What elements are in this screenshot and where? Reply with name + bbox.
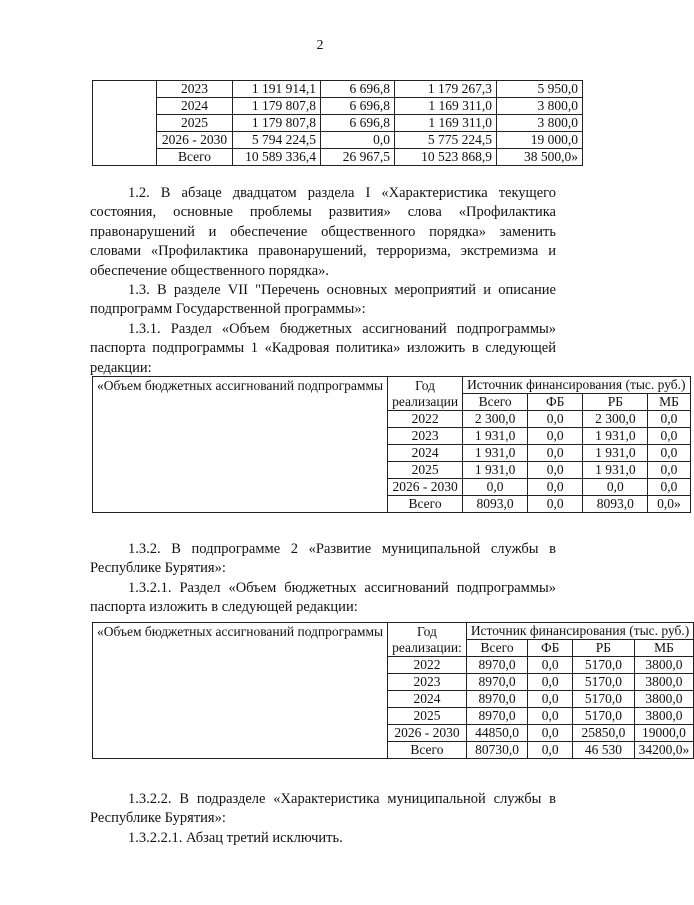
value-cell: 0,0 <box>321 132 395 149</box>
value-cell: 6 696,8 <box>321 81 395 98</box>
value-cell: 3 800,0 <box>497 98 583 115</box>
value-cell: 3800,0 <box>634 691 694 708</box>
value-cell: 8093,0 <box>583 496 648 513</box>
value-cell: 1 191 914,1 <box>233 81 321 98</box>
value-cell: 1 179 807,8 <box>233 98 321 115</box>
value-cell: 0,0 <box>528 479 583 496</box>
value-cell: 5170,0 <box>573 708 635 725</box>
value-cell: 5 794 224,5 <box>233 132 321 149</box>
value-cell: 25850,0 <box>573 725 635 742</box>
column-header: РБ <box>573 640 635 657</box>
value-cell: 0,0 <box>528 496 583 513</box>
value-cell: 1 179 267,3 <box>395 81 497 98</box>
year-cell: 2024 <box>157 98 233 115</box>
value-cell: 44850,0 <box>466 725 528 742</box>
year-cell: 2026 - 2030 <box>388 479 463 496</box>
value-cell: 10 523 868,9 <box>395 149 497 166</box>
value-cell: 5170,0 <box>573 657 635 674</box>
year-cell: 2026 - 2030 <box>388 725 467 742</box>
page-number: 2 <box>316 38 324 53</box>
value-cell: 0,0 <box>528 691 573 708</box>
year-cell: 2025 <box>388 462 463 479</box>
year-cell: 2024 <box>388 691 467 708</box>
value-cell: 46 530 <box>573 742 635 759</box>
value-cell: 0,0 <box>528 674 573 691</box>
value-cell: 19000,0 <box>634 725 694 742</box>
table2-year-header: Год реализации <box>388 377 463 411</box>
value-cell: 8093,0 <box>463 496 528 513</box>
value-cell: 5170,0 <box>573 674 635 691</box>
table-row <box>93 149 583 166</box>
value-cell: 6 696,8 <box>321 115 395 132</box>
value-cell: 1 931,0 <box>463 445 528 462</box>
year-cell: 2025 <box>157 115 233 132</box>
paragraph-1-3-2-1: 1.3.2.1. Раздел «Объем бюджетных ассигнований подпрограммы» паспорта изложить в следующей редакции: <box>90 579 556 616</box>
value-cell: 1 931,0 <box>583 462 648 479</box>
year-cell: 2023 <box>388 674 467 691</box>
table-row <box>93 115 583 132</box>
paragraph-1-3-2-2-1: 1.3.2.2.1. Абзац третий исключить. <box>128 829 343 846</box>
value-cell: 5 950,0 <box>497 81 583 98</box>
year-cell: 2023 <box>388 428 463 445</box>
value-cell: 0,0» <box>648 496 690 513</box>
section-1-2 <box>90 184 556 378</box>
value-cell: 34200,0» <box>634 742 694 759</box>
funding-table-subprogram-1 <box>92 376 691 513</box>
value-cell: 1 931,0 <box>583 445 648 462</box>
paragraph-1-2: 1.2. В абзаце двадцатом раздела I «Характеристика текущего состояния, основные проблемы развития» слова «Профилактика правонарушений и обеспечение общественного порядка» заменить словами «Профилактика правонарушений, терроризма, экстремизма и обеспечение общественного порядка». <box>90 185 556 279</box>
table-row <box>93 132 583 149</box>
table1-label-cell <box>93 81 157 166</box>
column-header: МБ <box>634 640 694 657</box>
year-cell: 2022 <box>388 411 463 428</box>
section-1-3-2-2 <box>90 790 556 848</box>
value-cell: 5 775 224,5 <box>395 132 497 149</box>
column-header: ФБ <box>528 640 573 657</box>
year-cell: Всего <box>157 149 233 166</box>
value-cell: 0,0 <box>648 479 690 496</box>
paragraph-1-3-2-2: 1.3.2.2. В подразделе «Характеристика муниципальной службы в Республике Бурятия»: <box>90 791 556 827</box>
value-cell: 3 800,0 <box>497 115 583 132</box>
table2-label: «Объем бюджетных ассигнований подпрограммы <box>93 377 388 513</box>
value-cell: 8970,0 <box>466 674 528 691</box>
funding-table-subprogram-2 <box>92 622 694 759</box>
value-cell: 0,0 <box>528 708 573 725</box>
value-cell: 0,0 <box>528 657 573 674</box>
value-cell: 0,0 <box>528 428 583 445</box>
value-cell: 38 500,0» <box>497 149 583 166</box>
value-cell: 0,0 <box>648 428 690 445</box>
value-cell: 26 967,5 <box>321 149 395 166</box>
year-cell: 2025 <box>388 708 467 725</box>
value-cell: 0,0 <box>528 742 573 759</box>
value-cell: 2 300,0 <box>583 411 648 428</box>
value-cell: 1 931,0 <box>583 428 648 445</box>
column-header: Всего <box>463 394 528 411</box>
table3-source-header: Источник финансирования (тыс. руб.) <box>466 623 693 640</box>
value-cell: 2 300,0 <box>463 411 528 428</box>
column-header: ФБ <box>528 394 583 411</box>
value-cell: 6 696,8 <box>321 98 395 115</box>
value-cell: 5170,0 <box>573 691 635 708</box>
value-cell: 0,0 <box>648 462 690 479</box>
value-cell: 1 169 311,0 <box>395 98 497 115</box>
paragraph-1-3-1: 1.3.1. Раздел «Объем бюджетных ассигнований подпрограммы» паспорта подпрограммы 1 «Кадровая политика» изложить в следующей редакции: <box>90 320 556 376</box>
value-cell: 0,0 <box>648 445 690 462</box>
value-cell: 1 931,0 <box>463 428 528 445</box>
value-cell: 1 931,0 <box>463 462 528 479</box>
value-cell: 3800,0 <box>634 708 694 725</box>
value-cell: 19 000,0 <box>497 132 583 149</box>
value-cell: 0,0 <box>583 479 648 496</box>
value-cell: 0,0 <box>528 725 573 742</box>
value-cell: 1 169 311,0 <box>395 115 497 132</box>
value-cell: 8970,0 <box>466 691 528 708</box>
funding-table-continuation <box>92 80 583 166</box>
year-cell: 2022 <box>388 657 467 674</box>
column-header: МБ <box>648 394 690 411</box>
year-cell: 2024 <box>388 445 463 462</box>
year-cell: 2023 <box>157 81 233 98</box>
paragraph-1-3-2: 1.3.2. В подпрограмме 2 «Развитие муниципальной службы в Республике Бурятия»: <box>90 541 556 577</box>
value-cell: 8970,0 <box>466 708 528 725</box>
year-cell: 2026 - 2030 <box>157 132 233 149</box>
paragraph-1-3: 1.3. В разделе VII "Перечень основных мероприятий и описание подпрограмм Государственной программы»: <box>90 282 556 318</box>
column-header: РБ <box>583 394 648 411</box>
value-cell: 3800,0 <box>634 674 694 691</box>
section-1-3-2 <box>90 540 556 618</box>
value-cell: 0,0 <box>528 411 583 428</box>
table-row <box>93 98 583 115</box>
table3-year-header: Год реализации: <box>388 623 467 657</box>
table2-source-header: Источник финансирования (тыс. руб.) <box>463 377 690 394</box>
value-cell: 0,0 <box>528 445 583 462</box>
column-header: Всего <box>466 640 528 657</box>
value-cell: 80730,0 <box>466 742 528 759</box>
year-cell: Всего <box>388 496 463 513</box>
value-cell: 3800,0 <box>634 657 694 674</box>
value-cell: 0,0 <box>463 479 528 496</box>
value-cell: 0,0 <box>528 462 583 479</box>
value-cell: 10 589 336,4 <box>233 149 321 166</box>
year-cell: Всего <box>388 742 467 759</box>
table-row <box>93 81 583 98</box>
table3-label: «Объем бюджетных ассигнований подпрограммы <box>93 623 388 759</box>
value-cell: 1 179 807,8 <box>233 115 321 132</box>
value-cell: 8970,0 <box>466 657 528 674</box>
value-cell: 0,0 <box>648 411 690 428</box>
